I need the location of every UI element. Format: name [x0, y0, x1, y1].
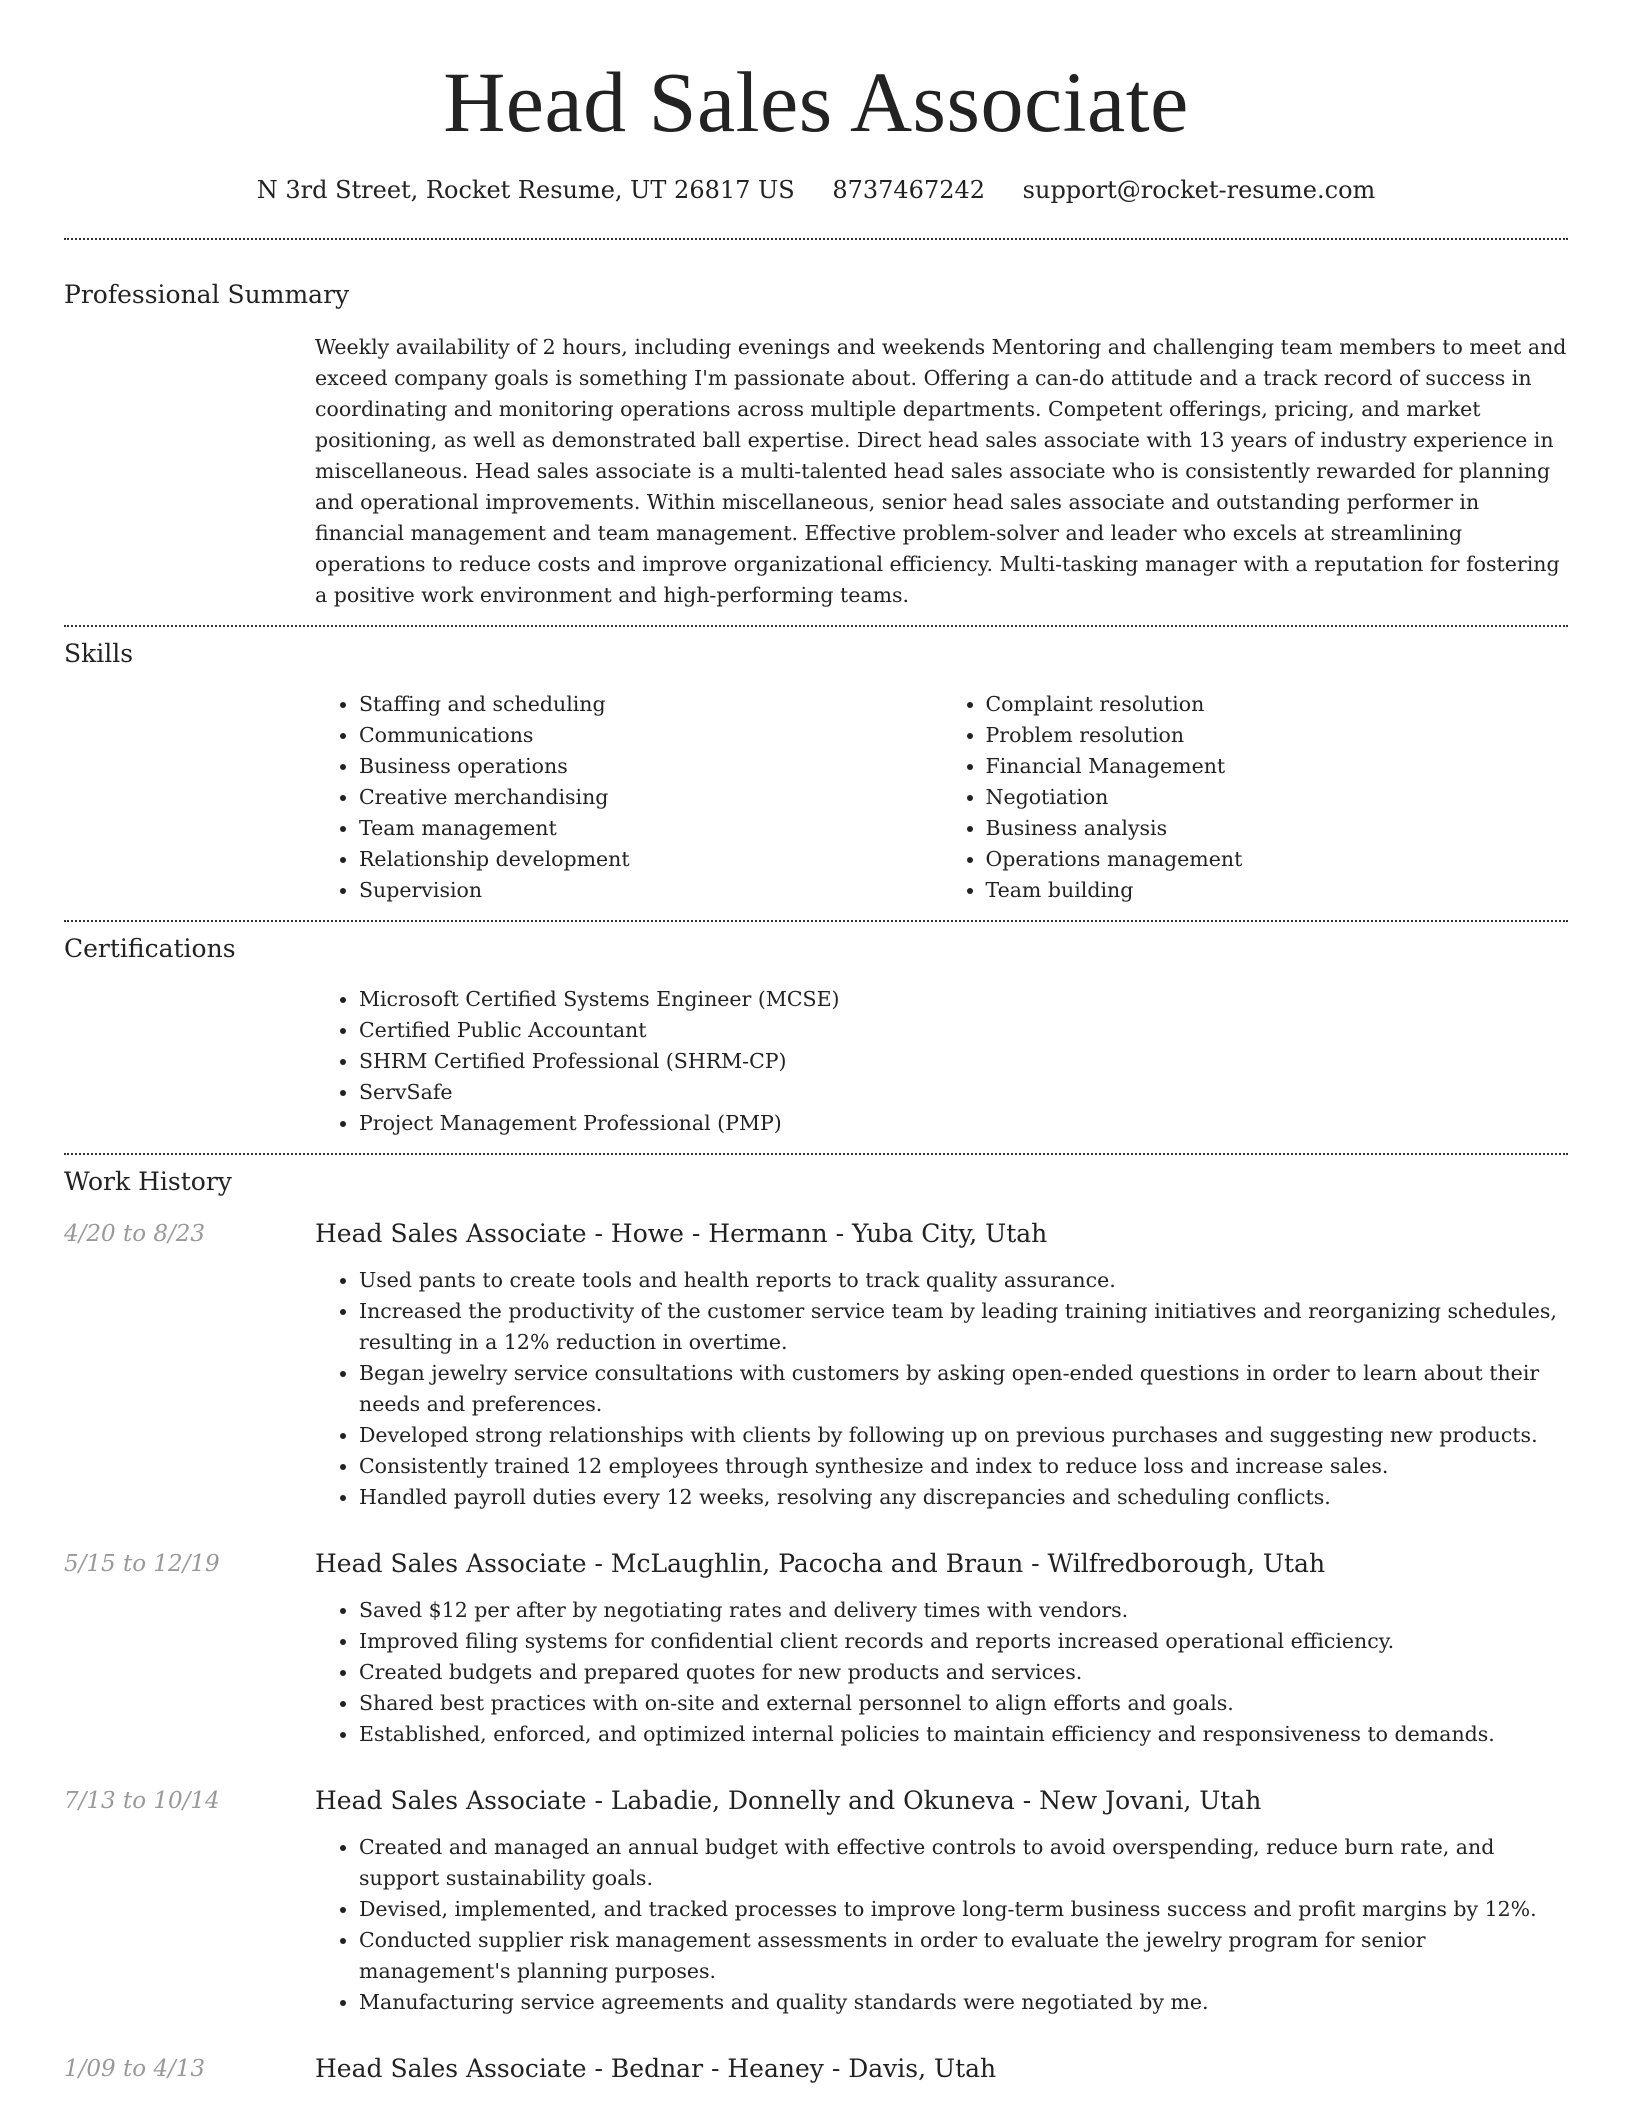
job-bullets — [315, 1595, 1568, 1750]
job-dates: 4/20 to 8/23 — [64, 1221, 206, 1247]
list-item: • Consistently trained 12 employees through synthesize and index to reduce loss and increase sales. — [359, 1451, 1568, 1482]
list-item: • Creative merchandising — [359, 782, 942, 813]
job-bullet-list — [315, 1265, 1568, 1513]
list-item: • Developed strong relationships with clients by following up on previous purchases and suggesting new products. — [359, 1420, 1568, 1451]
contact-email: support@rocket-resume.com — [1022, 176, 1376, 204]
page-title: Head Sales Associate — [443, 54, 1189, 150]
summary-text: Weekly availability of 2 hours, including evenings and weekends Mentoring and challenging team members to meet and exceed company goals is something I'm passionate about. Offering a can-do attitude and a track record of success in coordinating and monitoring operations across multiple departments. Competent offerings, pricing, and market positioning, as well as demonstrated ball expertise. Direct head sales associate with 13 years of industry experience in miscellaneous. Head sales associate is a multi-talented head sales associate who is consistently rewarded for planning and operational improvements. Within miscellaneous, senior head sales associate and outstanding performer in financial management and team management. Effective problem-solver and leader who excels at streamlining operations to reduce costs and improve organizational efficiency. Multi-tasking manager with a reputation for fostering a positive work environment and high-performing teams. — [315, 335, 1567, 607]
section-heading-work-history: Work History — [64, 1167, 232, 1196]
contact-line — [64, 172, 1568, 208]
list-item: • Team management — [359, 813, 942, 844]
list-item: • Team building — [986, 875, 1569, 906]
list-item: • Shared best practices with on-site and external personnel to align efforts and goals. — [359, 1688, 1568, 1719]
list-item: • Created budgets and prepared quotes for new products and services. — [359, 1657, 1568, 1688]
list-item: • Staffing and scheduling — [359, 689, 942, 720]
list-item: • ServSafe — [359, 1077, 1568, 1108]
list-item: • SHRM Certified Professional (SHRM-CP) — [359, 1046, 1568, 1077]
list-item: • Saved $12 per after by negotiating rates and delivery times with vendors. — [359, 1595, 1568, 1626]
section-divider — [64, 238, 1568, 240]
list-item: • Improved filing systems for confidential client records and reports increased operational efficiency. — [359, 1626, 1568, 1657]
list-item: • Project Management Professional (PMP) — [359, 1108, 1568, 1139]
skills-list-left — [315, 689, 942, 906]
certifications-block — [315, 984, 1568, 1139]
skills-grid — [315, 689, 1568, 906]
list-item: • Business analysis — [986, 813, 1569, 844]
list-item: • Microsoft Certified Systems Engineer (MCSE) — [359, 984, 1568, 1015]
job-entry — [64, 1547, 1568, 1750]
skills-list-right — [942, 689, 1569, 906]
list-item: • Used pants to create tools and health reports to track quality assurance. — [359, 1265, 1568, 1296]
job-bullet-list — [315, 1595, 1568, 1750]
job-entry — [64, 2052, 1568, 2086]
certifications-list — [315, 984, 1568, 1139]
contact-address: N 3rd Street, Rocket Resume, UT 26817 US — [256, 176, 795, 204]
list-item: • Complaint resolution — [986, 689, 1569, 720]
section-divider — [64, 1153, 1568, 1155]
list-item: • Financial Management — [986, 751, 1569, 782]
contact-phone: 8737467242 — [832, 176, 986, 204]
list-item: • Conducted supplier risk management assessments in order to evaluate the jewelry program for senior management's planning purposes. — [359, 1925, 1568, 1987]
job-title: Head Sales Associate - McLaughlin, Pacocha and Braun - Wilfredborough, Utah — [315, 1549, 1326, 1578]
job-entry — [64, 1217, 1568, 1513]
job-title: Head Sales Associate - Bednar - Heaney - Davis, Utah — [315, 2054, 997, 2083]
list-item: • Negotiation — [986, 782, 1569, 813]
list-item: • Business operations — [359, 751, 942, 782]
section-heading-skills: Skills — [64, 639, 134, 668]
section-divider — [64, 920, 1568, 922]
section-heading-summary: Professional Summary — [64, 280, 350, 309]
job-dates: 1/09 to 4/13 — [64, 2056, 206, 2082]
section-divider — [64, 625, 1568, 627]
list-item: • Problem resolution — [986, 720, 1569, 751]
list-item: • Operations management — [986, 844, 1569, 875]
section-heading-certifications: Certifications — [64, 934, 236, 963]
job-title: Head Sales Associate - Labadie, Donnelly and Okuneva - New Jovani, Utah — [315, 1786, 1262, 1815]
job-dates: 7/13 to 10/14 — [64, 1788, 220, 1814]
list-item: • Relationship development — [359, 844, 942, 875]
list-item: • Established, enforced, and optimized internal policies to maintain efficiency and responsiveness to demands. — [359, 1719, 1568, 1750]
list-item: • Communications — [359, 720, 942, 751]
job-bullet-list — [315, 1832, 1568, 2018]
list-item: • Devised, implemented, and tracked processes to improve long-term business success and profit margins by 12%. — [359, 1894, 1568, 1925]
job-entry — [64, 1784, 1568, 2018]
resume-page — [64, 0, 1568, 2086]
job-title: Head Sales Associate - Howe - Hermann - Yuba City, Utah — [315, 1219, 1048, 1248]
list-item: • Began jewelry service consultations with customers by asking open-ended questions in order to learn about their needs and preferences. — [359, 1358, 1568, 1420]
list-item: • Certified Public Accountant — [359, 1015, 1568, 1046]
job-bullets — [315, 1265, 1568, 1513]
list-item: • Supervision — [359, 875, 942, 906]
list-item: • Manufacturing service agreements and quality standards were negotiated by me. — [359, 1987, 1568, 2018]
job-bullets — [315, 1832, 1568, 2018]
job-dates: 5/15 to 12/19 — [64, 1551, 220, 1577]
list-item: • Handled payroll duties every 12 weeks, resolving any discrepancies and scheduling conflicts. — [359, 1482, 1568, 1513]
list-item: • Created and managed an annual budget with effective controls to avoid overspending, reduce burn rate, and support sustainability goals. — [359, 1832, 1568, 1894]
list-item: • Increased the productivity of the customer service team by leading training initiatives and reorganizing schedules, resulting in a 12% reduction in overtime. — [359, 1296, 1568, 1358]
